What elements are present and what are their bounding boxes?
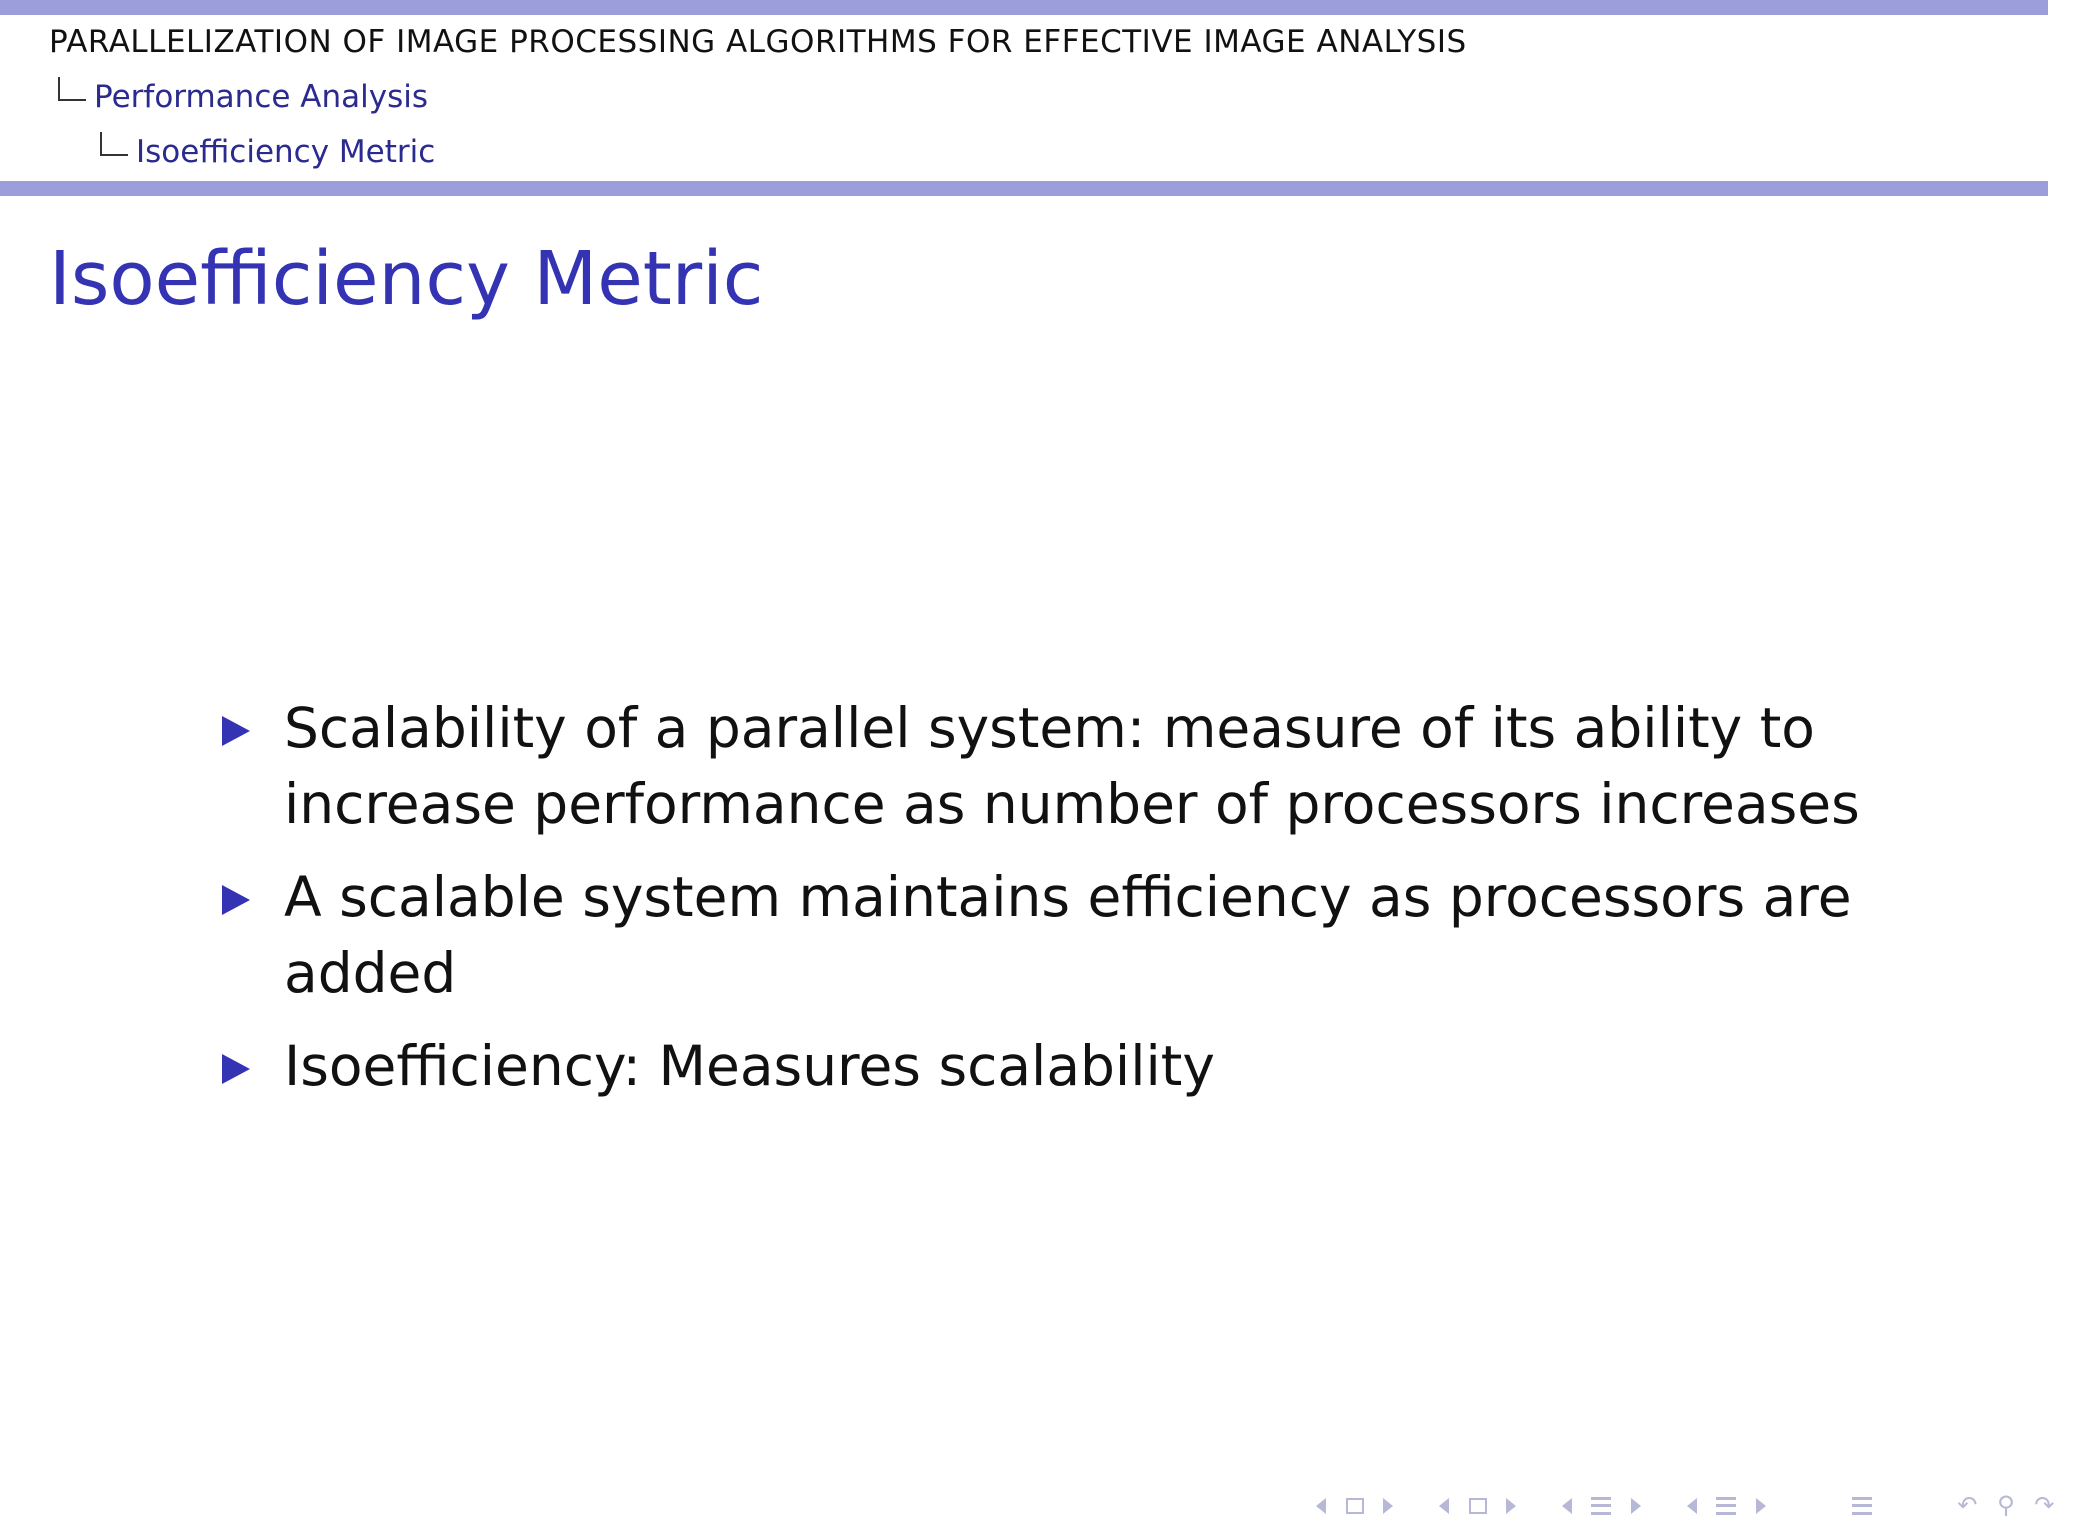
part-next-icon[interactable] [1756, 1498, 1766, 1514]
bullet-text: Isoefficiency: Measures scalability [284, 1034, 1215, 1098]
breadcrumb-subsection[interactable] [100, 132, 435, 170]
section-prev-icon[interactable] [1562, 1498, 1572, 1514]
slide-prev-icon[interactable] [1316, 1498, 1326, 1514]
redo-icon[interactable]: ↷ [2034, 1491, 2055, 1519]
part-frame-icon[interactable] [1716, 1497, 1736, 1515]
breadcrumb-subsection-label: Isoefficiency Metric [136, 134, 436, 170]
part-prev-icon[interactable] [1687, 1498, 1697, 1514]
bullet-list [218, 690, 1918, 1121]
section-next-icon[interactable] [1631, 1498, 1641, 1514]
bullet-text: A scalable system maintains efficiency as processors are added [284, 865, 1852, 1005]
section-frame-icon[interactable] [1591, 1497, 1611, 1515]
slide-title: Isoefficiency Metric [49, 236, 764, 322]
subsection-next-icon[interactable] [1506, 1498, 1516, 1514]
presentation-title: PARALLELIZATION OF IMAGE PROCESSING ALGORITHMS FOR EFFECTIVE IMAGE ANALYSIS [49, 24, 1467, 60]
bullet-text: Scalability of a parallel system: measure of its ability to increase performance as number of processors increases [284, 696, 1860, 836]
navigation-controls [1310, 1490, 2086, 1520]
header-top-bar [0, 0, 2048, 15]
tree-connector-icon [100, 132, 128, 156]
breadcrumb-section[interactable] [58, 77, 428, 115]
breadcrumb-section-label: Performance Analysis [94, 79, 429, 115]
slide-next-icon[interactable] [1383, 1498, 1393, 1514]
list-item [218, 690, 1918, 842]
tree-connector-icon [58, 77, 86, 101]
subsection-frame-icon[interactable] [1469, 1498, 1487, 1514]
triangle-bullet-icon [222, 885, 250, 915]
list-item [218, 1028, 1918, 1104]
header-bottom-bar [0, 181, 2048, 196]
subsection-prev-icon[interactable] [1439, 1498, 1449, 1514]
search-icon[interactable]: ⚲ [1997, 1491, 2015, 1519]
triangle-bullet-icon [222, 1054, 250, 1084]
undo-icon[interactable]: ↶ [1957, 1491, 1978, 1519]
list-item [218, 859, 1918, 1011]
slide-frame-icon[interactable] [1346, 1498, 1364, 1514]
outline-icon[interactable] [1852, 1497, 1872, 1515]
triangle-bullet-icon [222, 716, 250, 746]
